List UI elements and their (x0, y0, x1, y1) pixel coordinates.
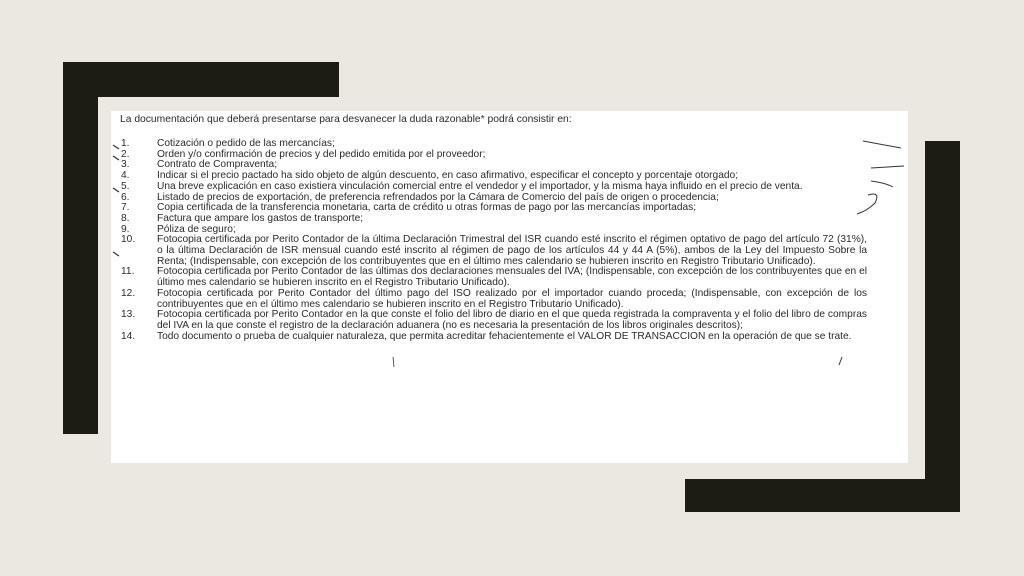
item-number: 3. (121, 159, 130, 171)
pen-stroke-icon (863, 141, 901, 148)
item-number: 12. (121, 287, 136, 299)
decorative-frame-bottom-right-bar (685, 479, 960, 512)
handwritten-annotation-marks (111, 111, 908, 463)
item-text: Póliza de seguro; (157, 223, 236, 235)
scanned-document (111, 111, 908, 463)
pen-stroke-icon (839, 357, 842, 365)
item-number: 4. (121, 170, 130, 182)
item-number: 7. (121, 202, 130, 214)
item-number: 11. (121, 266, 135, 278)
item-number: 2. (121, 148, 130, 160)
item-text: Factura que ampare los gastos de transporte; (157, 212, 364, 224)
item-number: 14. (121, 330, 136, 342)
item-number: 13. (121, 309, 136, 321)
item-number: 1. (121, 138, 130, 149)
item-text: Copia certificada de la transferencia monetaria, carta de crédito u otras formas de pago por las mercancías importadas; (157, 202, 697, 214)
item-text: Fotocopia certificada por Perito Contador del último pago del ISO realizado por el importador cuando proceda; (Indispensable, con excepción de los contribuyentes que en el último mes calendario se hubieren inscrito en el Registro Tributario Unificado). (157, 287, 867, 310)
item-text: Fotocopia certificada por Perito Contador de las últimas dos declaraciones mensuales del IVA; (Indispensable, con excepción de los contribuyentes que en el último mes calendario se hubieren inscrito en el Registro Tributario Unificado). (157, 266, 867, 289)
item-text: Fotocopia certificada por Perito Contador de la última Declaración Trimestral del ISR cuando esté inscrito el régimen optativo de pago del artículo 72 (31%), o la última Declaración de ISR mensual cuando esté inscrito al régimen de pago de los artículos 44 y 44 A (5%), ambos de la Ley del Impuesto Sobre la Renta; (Indispensable, con excepción de los contribuyentes que en el último mes calendario se hubieren inscrito en Registro Tributario Unificado). (157, 234, 867, 267)
item-text: Cotización o pedido de las mercancías; (157, 138, 335, 149)
check-mark-icon (113, 252, 119, 256)
item-number: 8. (121, 212, 130, 224)
item-text: Una breve explicación en caso existiera vinculación comercial entre el vendedor y el importador, y la misma haya influido en el precio de venta. (157, 180, 803, 192)
check-mark-icon (113, 156, 119, 160)
item-text: Fotocopia certificada por Perito Contador en la que conste el folio del libro de diario en el que queda registrada la compraventa y el folio del libro de compras del IVA en la que conste el registro de la declaración aduanera (no es necesaria la presentación de los libros originales descritos); (157, 309, 867, 331)
check-mark-icon (113, 188, 119, 192)
item-number: 9. (121, 223, 130, 235)
decorative-frame-top-left-bar (63, 62, 339, 97)
item-text: Listado de precios de exportación, de preferencia refrendados por la Cámara de Comercio del país de origen o procedencia; (157, 191, 719, 203)
pen-curve-icon (857, 194, 877, 214)
item-text: Contrato de Compraventa; (157, 159, 278, 171)
item-number: 6. (121, 191, 130, 203)
check-mark-icon (113, 145, 119, 149)
decorative-frame-top-left-post (63, 62, 98, 434)
item-number: 5. (121, 180, 130, 192)
item-number: 10. (121, 234, 136, 246)
item-text: Todo documento o prueba de cualquier naturaleza, que permita acreditar fehacientemente el VALOR DE TRANSACCION en la operación de que se trate. (157, 330, 852, 342)
pen-stroke-icon (871, 166, 904, 168)
pen-stroke-icon (393, 357, 394, 367)
item-text: Orden y/o confirmación de precios y del pedido emitida por el proveedor; (157, 148, 486, 160)
decorative-frame-bottom-right-post (925, 141, 960, 512)
item-text: Indicar si el precio pactado ha sido objeto de algún descuento, en caso afirmativo, especificar el concepto y porcentaje otorgado; (157, 170, 739, 182)
pen-stroke-icon (871, 181, 893, 187)
document-heading: La documentación que deberá presentarse para desvanecer la duda razonable* podrá consistir en: (120, 114, 572, 125)
